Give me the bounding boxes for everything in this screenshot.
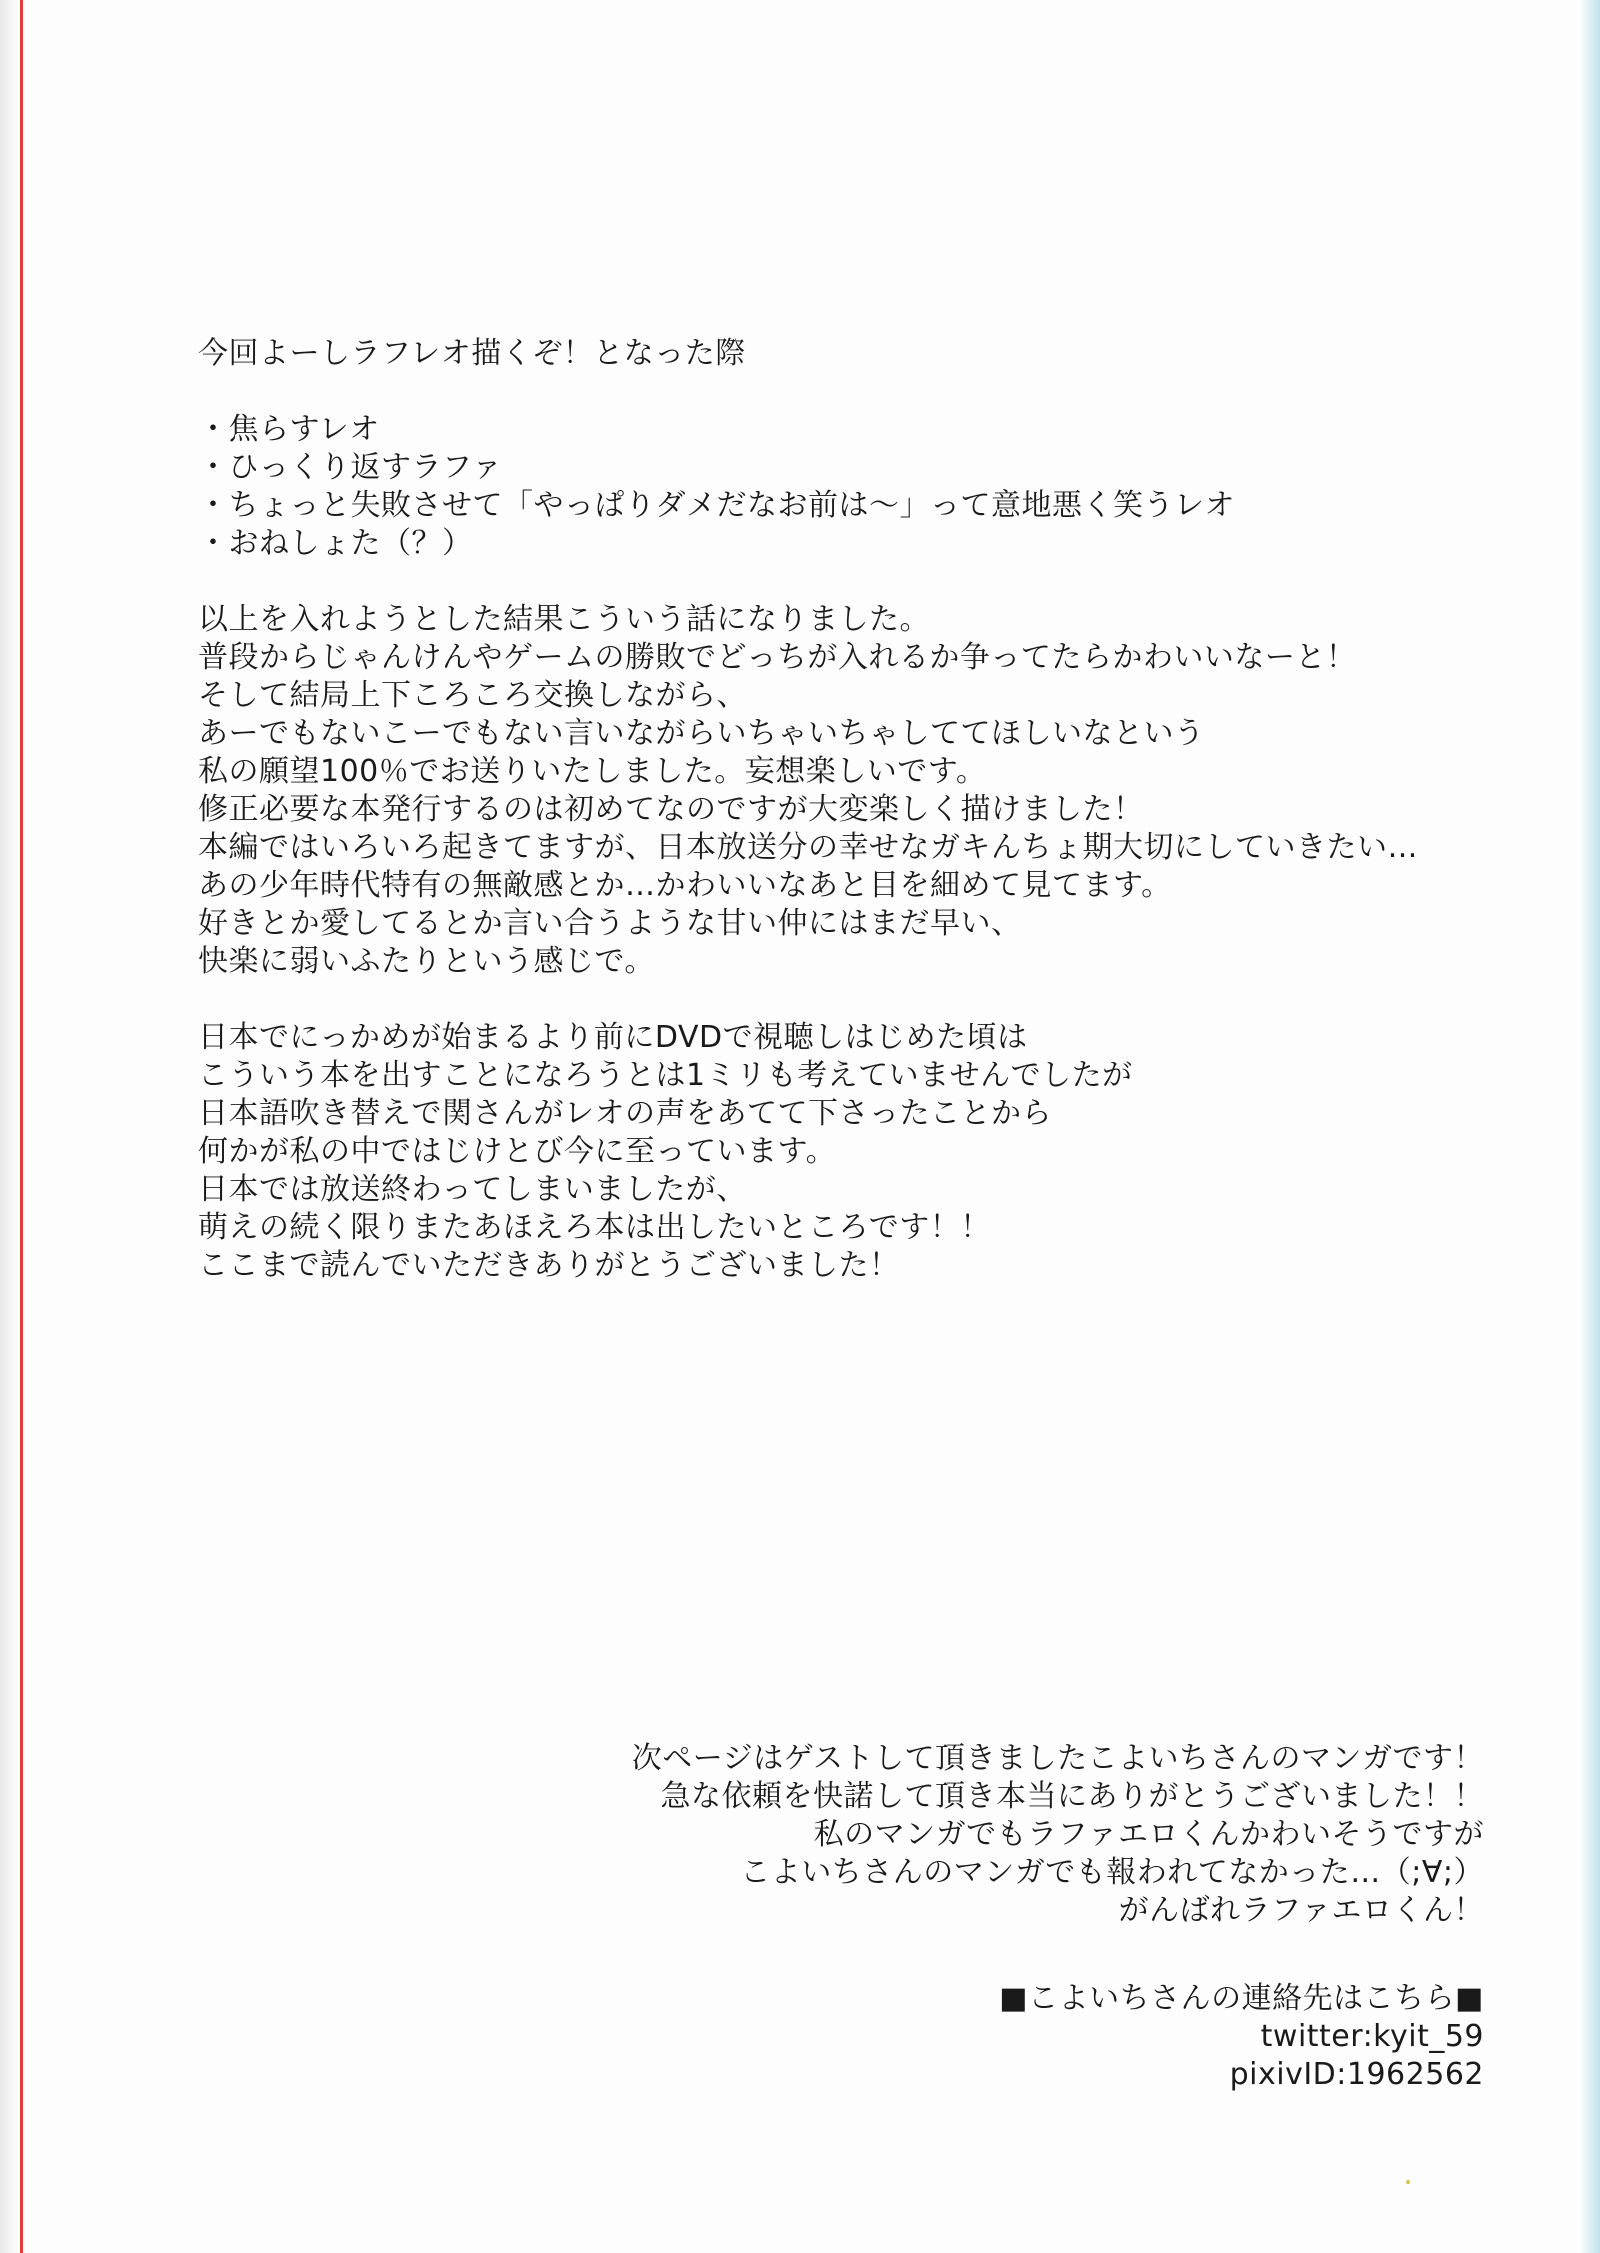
guest-note-line: 私のマンガでもラファエロくんかわいそうですが [813,1817,1484,1852]
guest-note-line: 次ページはゲストして頂きましたこよいちさんのマンガです！ [631,1741,1484,1776]
bullet-item: ・おねしょた（？） [198,526,473,561]
scan-speck [1406,2180,1410,2184]
twitter-handle: twitter:kyit_59 [1260,2019,1484,2054]
paragraph-line: あーでもないこーでもない言いながらいちゃいちゃしててほしいなという [198,716,1205,751]
page-left-edge-line [20,0,23,2253]
guest-note-line: 急な依頼を快諾して頂き本当にありがとうございました！！ [660,1779,1484,1814]
guest-note-line: がんばれラファエロくん！ [1118,1893,1484,1928]
page-binding-shadow [0,0,20,2253]
guest-note [484,1740,1484,1930]
blank-line [198,981,1478,1019]
paragraph-line: 萌えの続く限りまたあほえろ本は出したいところです！！ [198,1210,991,1245]
paragraph-line: 以上を入れようとした結果こういう話になりました。 [198,602,930,637]
pixiv-id: pixivID:1962562 [1229,2057,1484,2092]
guest-note-line: こよいちさんのマンガでも報われてなかった…（;∀;） [740,1855,1484,1890]
afterword-text [198,335,1478,1285]
paragraph-line: 日本では放送終わってしまいましたが、 [198,1172,747,1207]
page-right-edge-tint [1578,0,1600,2253]
afterword-intro: 今回よーしラフレオ描くぞ！となった際 [198,336,746,371]
bullet-item: ・ちょっと失敗させて「やっぱりダメだなお前は～」って意地悪く笑うレオ [198,488,1235,523]
paragraph-line: こういう本を出すことになろうとは1ミリも考えていませんでしたが [198,1058,1133,1093]
blank-line [198,373,1478,411]
blank-line [198,563,1478,601]
paragraph-line: ここまで読んでいただきありがとうございました！ [198,1248,900,1283]
paragraph-line: 好きとか愛してるとか言い合うような甘い仲にはまだ早い、 [198,906,1022,941]
bullet-item: ・ひっくり返すラファ [198,450,503,485]
paragraph-line: そして結局上下ころころ交換しながら、 [198,678,747,713]
paragraph-line: 快楽に弱いふたりという感じで。 [198,944,655,979]
paragraph-line: 本編ではいろいろ起きてますが、日本放送分の幸せなガキんちょ期大切にしていきたい… [198,830,1418,865]
contact-heading: ■こよいちさんの連絡先はこちら■ [999,1981,1484,2016]
paragraph-line: あの少年時代特有の無敵感とか…かわいいなあと目を細めて見てます。 [198,868,1172,903]
paragraph-line: 修正必要な本発行するのは初めてなのですが大変楽しく描けました！ [198,792,1144,827]
paragraph-line: 日本でにっかめが始まるより前にDVDで視聴しはじめた頃は [198,1020,1028,1055]
paragraph-line: 何かが私の中ではじけとび今に至っています。 [198,1134,837,1169]
paragraph-line: 普段からじゃんけんやゲームの勝敗でどっちが入れるか争ってたらかわいいなーと！ [198,640,1357,675]
bullet-item: ・焦らすレオ [198,412,380,447]
paragraph-line: 私の願望100％でお送りいたしました。妄想楽しいです。 [198,754,987,789]
paragraph-line: 日本語吹き替えで関さんがレオの声をあてて下さったことから [198,1096,1052,1131]
contact-info [684,1980,1484,2094]
